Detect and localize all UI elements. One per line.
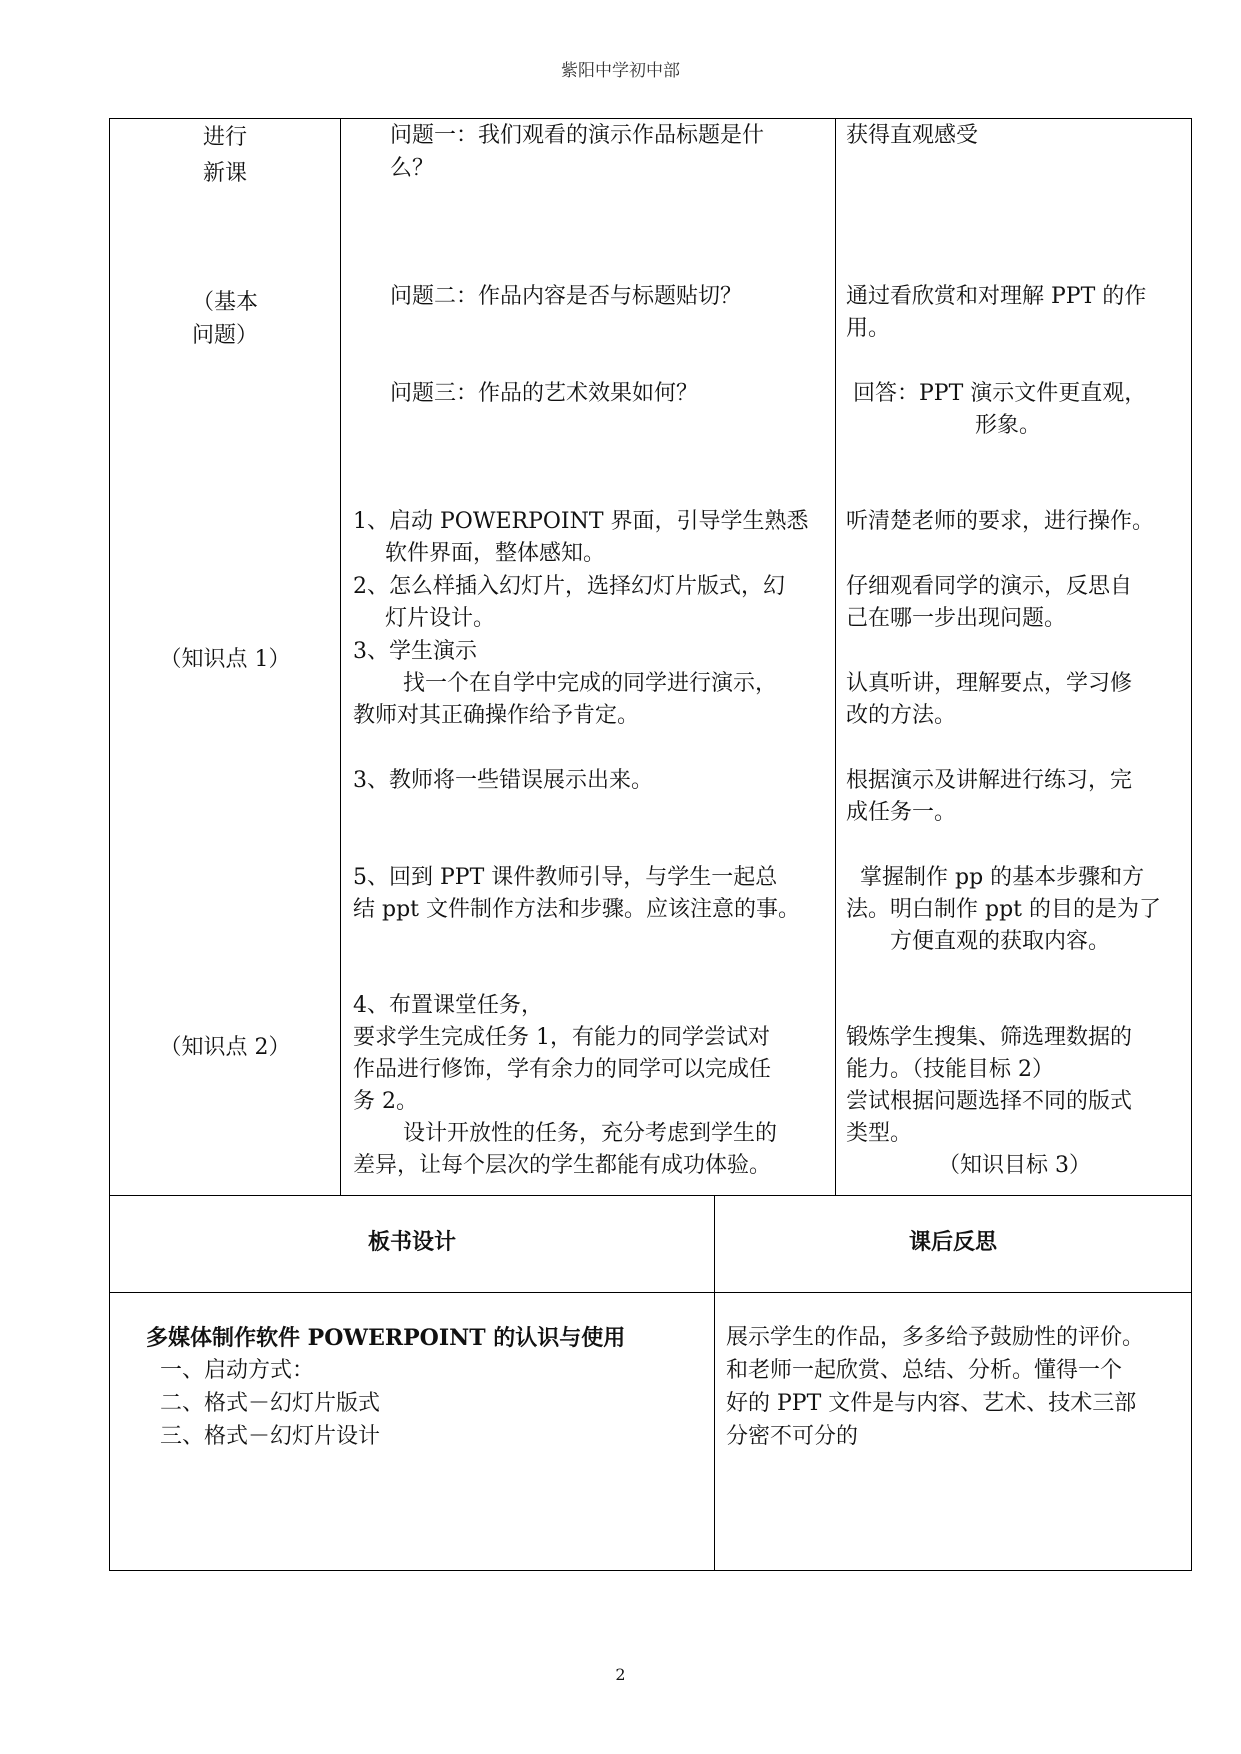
- result-6: 认真听讲，理解要点，学习修: [846, 671, 1133, 696]
- step-3-title: 3、学生演示: [353, 639, 477, 664]
- result-9-cont-3: 类型。: [846, 1121, 913, 1146]
- label-new-lesson-2: 新课: [202, 161, 247, 186]
- step-1-cont: 软件界面，整体感知。: [385, 541, 606, 566]
- question-3: 问题三：作品的艺术效果如何？: [390, 381, 699, 406]
- label-basic-question-2: 问题）: [191, 323, 258, 348]
- step-5-cont: 结 ppt 文件制作方法和步骤。应该注意的事。: [353, 897, 800, 922]
- result-9-cont: 能力。（技能目标 2）: [846, 1057, 1054, 1082]
- reflection-line-1: 展示学生的作品，多多给予鼓励性的评价。: [726, 1325, 1145, 1350]
- board-title: 多媒体制作软件 POWERPOINT 的认识与使用: [146, 1325, 626, 1351]
- result-8-cont-2: 方便直观的获取内容。: [890, 929, 1111, 954]
- page-header: 紫阳中学初中部: [561, 61, 680, 81]
- question-2: 问题二：作品内容是否与标题贴切？: [390, 284, 743, 309]
- board-design-heading: 板书设计: [367, 1230, 456, 1255]
- task-title: 4、布置课堂任务，: [353, 993, 543, 1018]
- result-3-cont: 形象。: [975, 413, 1042, 438]
- step-5: 5、回到 PPT 课件教师引导，与学生一起总: [353, 865, 778, 890]
- result-3: 回答：PPT 演示文件更直观，: [853, 381, 1147, 406]
- result-2-cont: 用。: [846, 316, 891, 341]
- task-line-1: 要求学生完成任务 1，有能力的同学尝试对: [353, 1025, 770, 1050]
- result-4: 听清楚老师的要求，进行操作。: [846, 509, 1155, 534]
- result-9-cont-2: 尝试根据问题选择不同的版式: [846, 1089, 1133, 1114]
- question-1: 问题一：我们观看的演示作品标题是什: [390, 123, 765, 148]
- question-1-cont: 么？: [390, 156, 435, 181]
- step-3-line-1: 找一个在自学中完成的同学进行演示，: [403, 671, 778, 696]
- step-2-cont: 灯片设计。: [385, 606, 496, 631]
- reflection-heading: 课后反思: [908, 1230, 997, 1255]
- page-number: 2: [615, 1665, 626, 1684]
- result-5: 仔细观看同学的演示，反思自: [846, 574, 1133, 599]
- label-basic-question-1: （基本: [191, 290, 258, 315]
- label-knowledge-point-1: （知识点 1）: [159, 647, 291, 672]
- task-line-4: 设计开放性的任务，充分考虑到学生的: [403, 1121, 778, 1146]
- reflection-line-4: 分密不可分的: [726, 1424, 859, 1449]
- step-1: 1、启动 POWERPOINT 界面，引导学生熟悉: [353, 509, 809, 534]
- result-5-cont: 己在哪一步出现问题。: [846, 606, 1067, 631]
- label-knowledge-point-2: （知识点 2）: [159, 1035, 291, 1060]
- reflection-line-3: 好的 PPT 文件是与内容、艺术、技术三部: [726, 1391, 1137, 1416]
- step-3-line-2: 教师对其正确操作给予肯定。: [353, 703, 640, 728]
- result-8: 掌握制作 pp 的基本步骤和方: [860, 865, 1145, 890]
- board-item-2: 二、格式－幻灯片版式: [160, 1391, 381, 1416]
- reflection-line-2: 和老师一起欣赏、总结、分析。懂得一个: [726, 1358, 1123, 1383]
- result-7: 根据演示及讲解进行练习，完: [846, 768, 1133, 793]
- result-7-cont: 成任务一。: [846, 800, 957, 825]
- board-item-3: 三、格式－幻灯片设计: [160, 1424, 381, 1449]
- step-2: 2、怎么样插入幻灯片，选择幻灯片版式，幻: [353, 574, 785, 599]
- task-line-3: 务 2。: [353, 1089, 418, 1114]
- result-2: 通过看欣赏和对理解 PPT 的作: [846, 284, 1147, 309]
- task-line-5: 差异，让每个层次的学生都能有成功体验。: [353, 1153, 772, 1178]
- board-item-1: 一、启动方式：: [160, 1358, 315, 1383]
- result-8-cont: 法。明白制作 ppt 的目的是为了: [846, 897, 1161, 922]
- result-1: 获得直观感受: [846, 123, 979, 148]
- result-6-cont: 改的方法。: [846, 703, 957, 728]
- task-line-2: 作品进行修饰，学有余力的同学可以完成任: [353, 1057, 772, 1082]
- result-9-cont-4: （知识目标 3）: [938, 1153, 1091, 1178]
- label-new-lesson-1: 进行: [202, 125, 247, 150]
- result-9: 锻炼学生搜集、筛选理数据的: [846, 1025, 1133, 1050]
- step-4: 3、教师将一些错误展示出来。: [353, 768, 653, 793]
